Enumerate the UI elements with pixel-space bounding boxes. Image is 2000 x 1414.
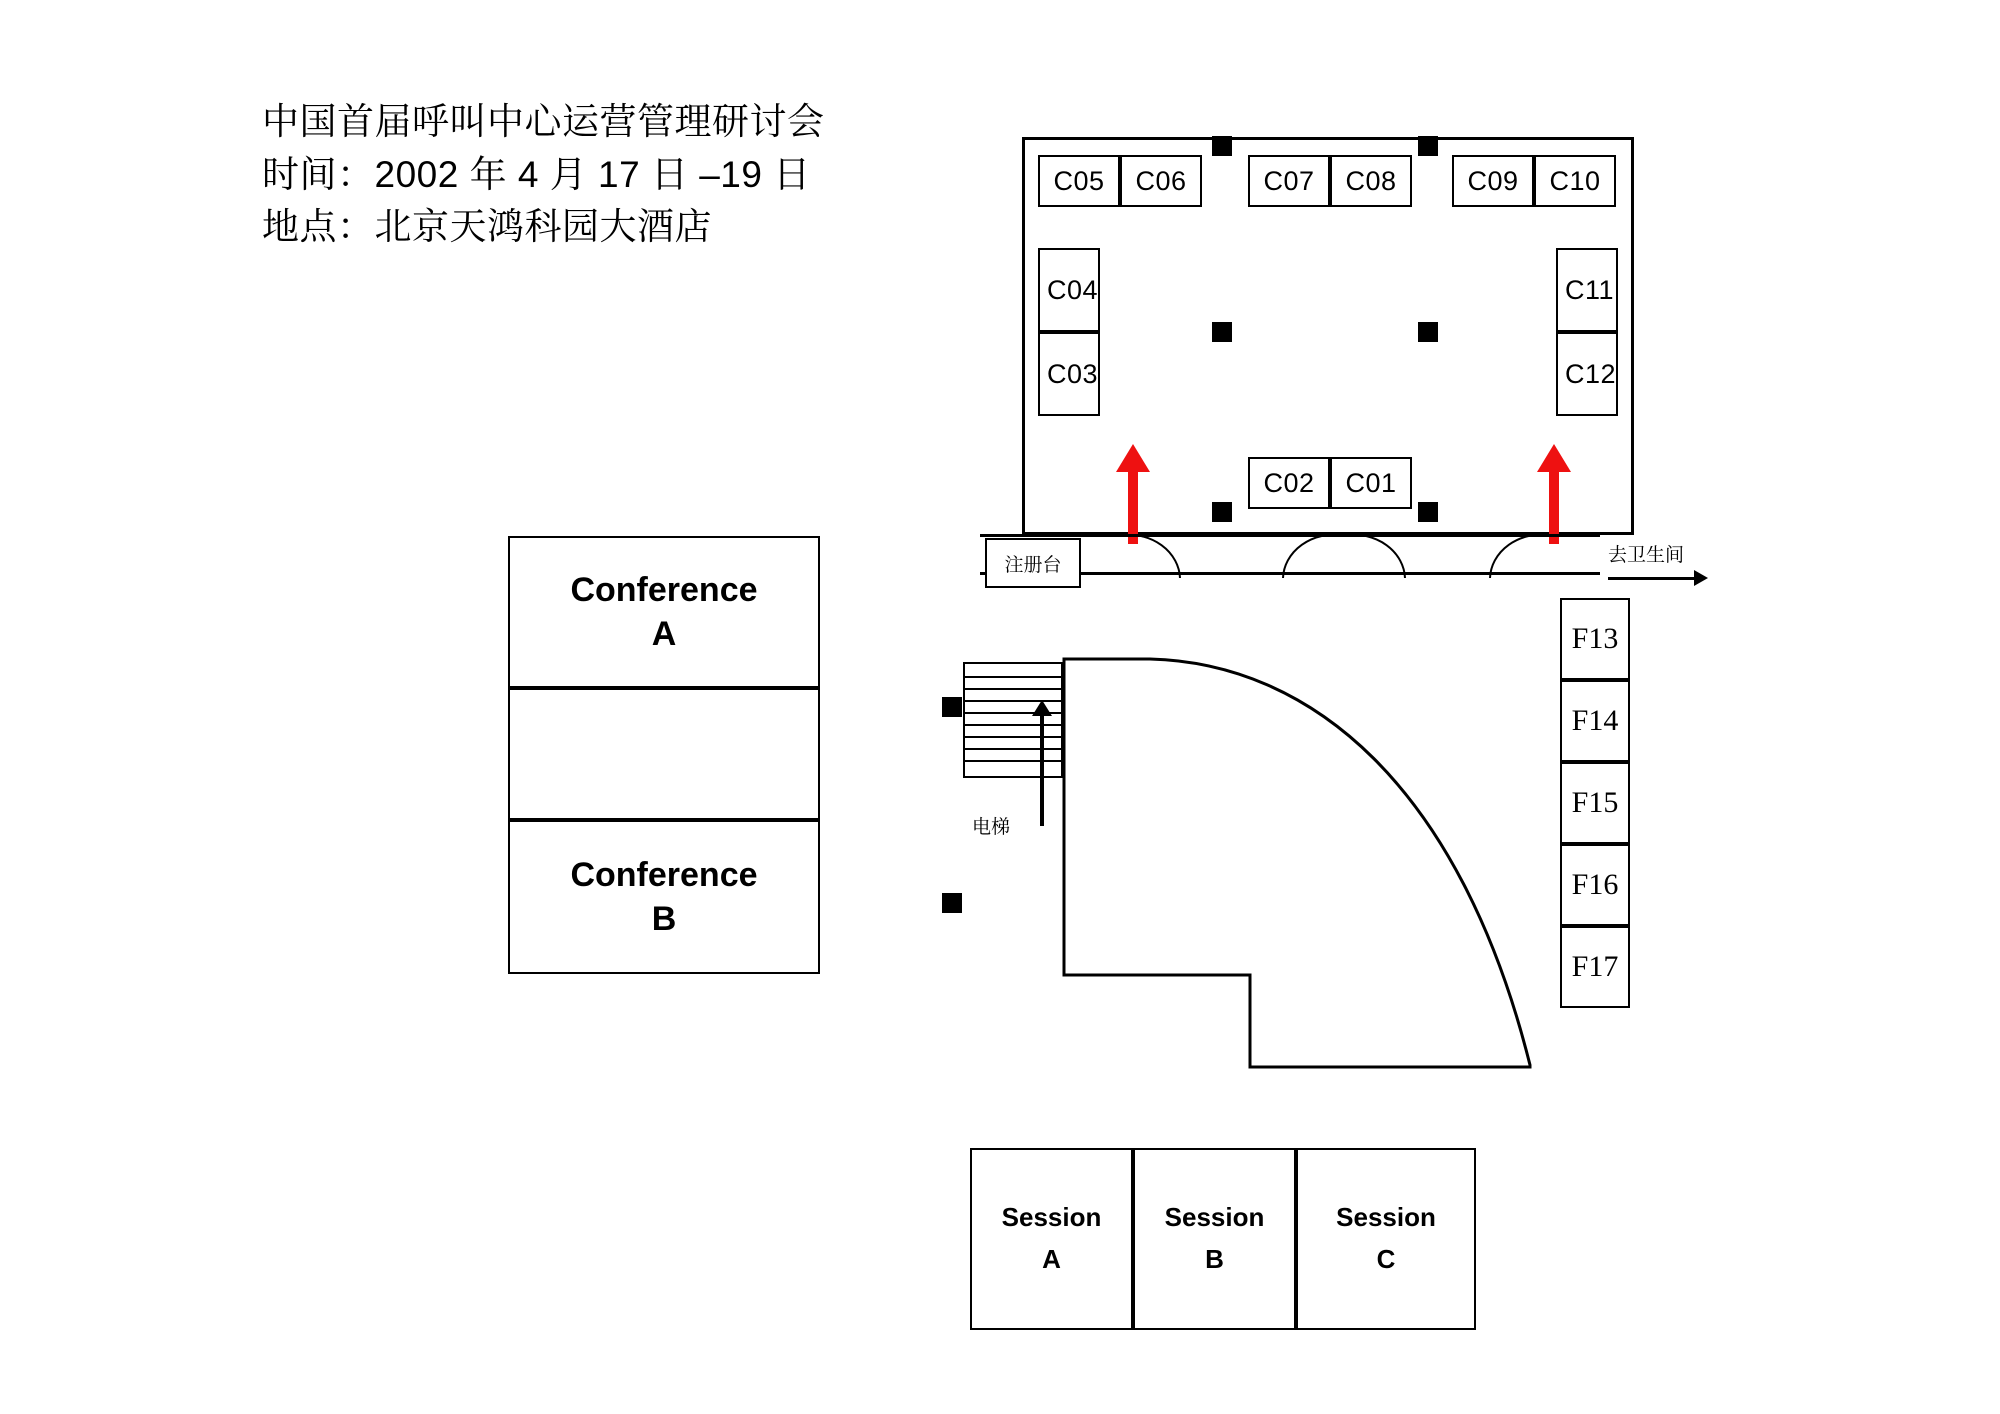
- conference-room-middle[interactable]: [508, 688, 820, 820]
- booth-label: C08: [1345, 165, 1397, 196]
- booth-label: C12: [1565, 358, 1617, 389]
- event-date: 时间：2002 年 4 月 17 日 –19 日: [262, 153, 811, 195]
- booth-label: C09: [1467, 165, 1519, 196]
- booth-c02[interactable]: [1248, 457, 1330, 509]
- restroom-label: 去卫生间: [1608, 545, 1685, 566]
- elevator-arrow: [1032, 700, 1052, 826]
- booth-label: C10: [1549, 165, 1601, 196]
- event-venue: 地点：北京天鸿科园大酒店: [262, 206, 712, 248]
- booth-c12[interactable]: [1556, 332, 1618, 416]
- booth-f16[interactable]: [1560, 844, 1630, 926]
- pillar: [1212, 322, 1232, 342]
- booth-c10[interactable]: [1534, 155, 1616, 207]
- booth-c05[interactable]: [1038, 155, 1120, 207]
- pillar: [942, 697, 962, 717]
- booth-label: F14: [1571, 704, 1619, 737]
- booth-label: F15: [1571, 786, 1619, 819]
- booth-f17[interactable]: [1560, 926, 1630, 1008]
- event-title: 中国首届呼叫中心运营管理研讨会: [262, 101, 825, 142]
- booth-label: C02: [1263, 467, 1315, 498]
- conference-room-a-label: Conference A: [570, 570, 758, 653]
- booth-label: C01: [1345, 467, 1397, 498]
- booth-label: C03: [1047, 358, 1099, 389]
- atrium-outline: [1060, 655, 1540, 1075]
- booth-label: F13: [1571, 622, 1619, 655]
- pillar: [1418, 136, 1438, 156]
- booth-label: C07: [1263, 165, 1315, 196]
- booth-label: F16: [1571, 868, 1619, 901]
- booth-c01[interactable]: [1330, 457, 1412, 509]
- booth-f13[interactable]: [1560, 598, 1630, 680]
- booth-c09[interactable]: [1452, 155, 1534, 207]
- session-room-b[interactable]: [1133, 1148, 1296, 1330]
- entrance-arrow-right: [1525, 444, 1571, 544]
- session-room-c-label: Session C: [1336, 1202, 1436, 1274]
- restroom-direction-arrow: [1608, 570, 1708, 586]
- session-room-a-label: Session A: [1001, 1202, 1102, 1274]
- conference-room-a[interactable]: [508, 536, 820, 688]
- booth-c04[interactable]: [1038, 248, 1100, 332]
- booth-label: C05: [1053, 165, 1105, 196]
- pillar: [942, 893, 962, 913]
- event-header: [262, 96, 962, 254]
- door-arc-right: [1487, 534, 1551, 580]
- pillar: [1418, 322, 1438, 342]
- conference-room-b[interactable]: [508, 820, 820, 974]
- booth-c03[interactable]: [1038, 332, 1100, 416]
- registration-desk[interactable]: [985, 538, 1081, 588]
- door-arc-left: [1120, 534, 1184, 580]
- booth-f14[interactable]: [1560, 680, 1630, 762]
- booth-label: C11: [1565, 274, 1615, 305]
- session-room-c[interactable]: [1296, 1148, 1476, 1330]
- conference-room-b-label: Conference B: [570, 855, 758, 938]
- booth-c08[interactable]: [1330, 155, 1412, 207]
- booth-label: F17: [1571, 950, 1619, 983]
- booth-f15[interactable]: [1560, 762, 1630, 844]
- door-arc-center-right: [1345, 534, 1409, 580]
- pillar: [1418, 502, 1438, 522]
- booth-c07[interactable]: [1248, 155, 1330, 207]
- pillar: [1212, 502, 1232, 522]
- booth-label: C06: [1135, 165, 1187, 196]
- registration-desk-label: 注册台: [1004, 554, 1062, 576]
- elevator-label: 电梯: [972, 817, 1011, 838]
- session-room-b-label: Session B: [1164, 1202, 1265, 1274]
- booth-label: C04: [1047, 274, 1099, 305]
- door-arc-center-left: [1280, 534, 1344, 580]
- booth-c06[interactable]: [1120, 155, 1202, 207]
- pillar: [1212, 136, 1232, 156]
- entrance-arrow-left: [1104, 444, 1150, 544]
- session-room-a[interactable]: [970, 1148, 1133, 1330]
- booth-c11[interactable]: [1556, 248, 1618, 332]
